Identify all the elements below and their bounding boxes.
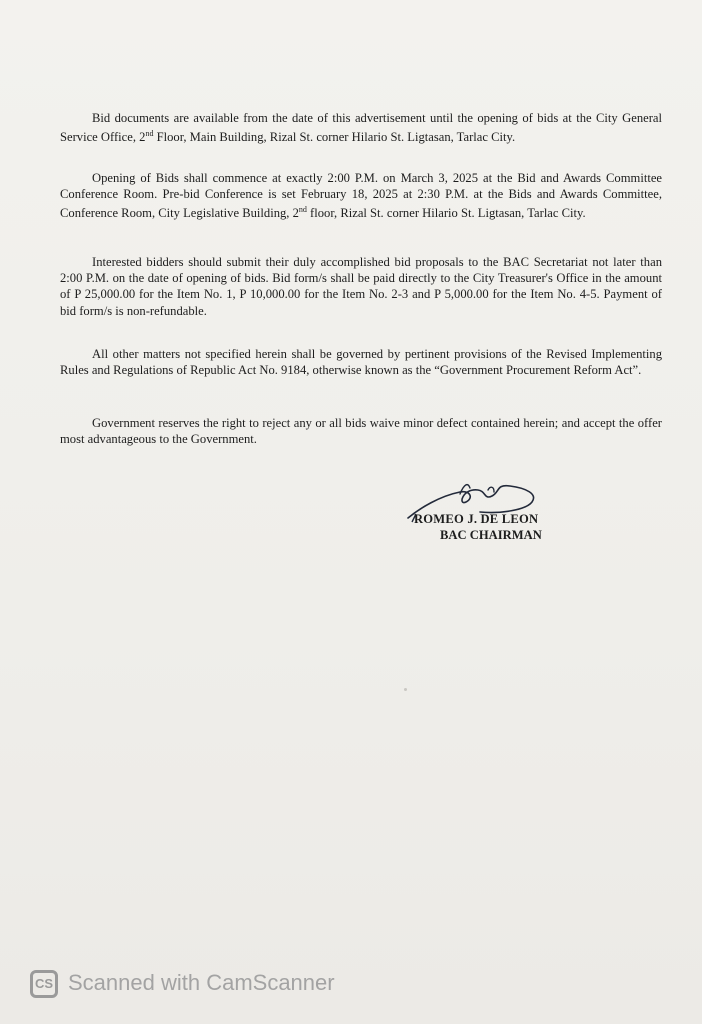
paragraph-bid-documents: Bid documents are available from the date of this advertisement until the opening of bids at the City General Service Office, 2nd Floor, Main Building, Rizal St. corner Hilario St. Ligtasan, Tarlac City. [60, 111, 662, 145]
paragraph-governing-rules: All other matters not specified herein shall be governed by pertinent provisions of the Revised Implementing Rules and Regulations of Republic Act No. 9184, otherwise known as the “Government Procurement Reform Act”. [60, 347, 662, 378]
watermark-text: Scanned with CamScanner [68, 970, 335, 995]
signatory-name: ROMEO J. DE LEON [414, 512, 539, 526]
paragraph-government-reservation: Government reserves the right to reject any or all bids waive minor defect contained herein; and accept the offer most advantageous to the Government. [60, 416, 662, 447]
scan-speck [404, 688, 407, 691]
signatory-title: BAC CHAIRMAN [440, 528, 542, 542]
paragraph-opening-of-bids: Opening of Bids shall commence at exactly 2:00 P.M. on March 3, 2025 at the Bid and Awards Committee Conference Room. Pre-bid Conference is set February 18, 2025 at 2:30 P.M. at the Bids and Awards Committee, Conference Room, City Legislative Building, 2nd floor, Rizal St. corner Hilario St. Ligtasan, Tarlac City. [60, 171, 662, 221]
camscanner-watermark [30, 968, 430, 1004]
signature-block [400, 478, 570, 548]
camscanner-logo-icon: CS [30, 970, 58, 998]
paragraph-bid-submission: Interested bidders should submit their duly accomplished bid proposals to the BAC Secretariat not later than 2:00 P.M. on the date of opening of bids. Bid form/s shall be paid directly to the City Treasurer's Office in the amount of P 25,000.00 for the Item No. 1, P 10,000.00 for the Item No. 2-3 and P 5,000.00 for the Item No. 4-5. Payment of bid form/s is non-refundable. [60, 255, 662, 318]
